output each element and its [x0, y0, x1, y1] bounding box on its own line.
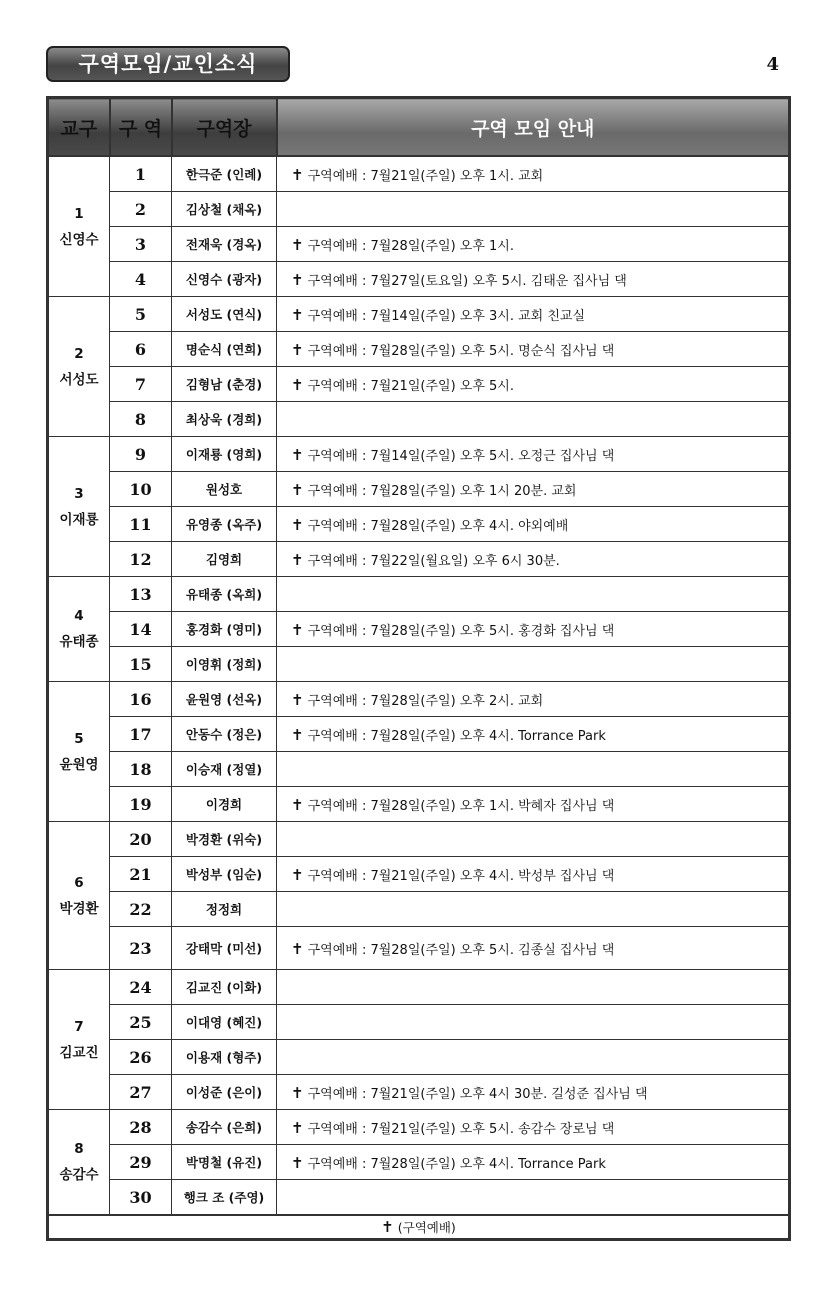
- cross-icon: ✝: [291, 375, 304, 394]
- cell-info: [277, 262, 790, 297]
- district-number: 4: [74, 608, 84, 624]
- cell-leader: 명순식 (연희): [172, 332, 277, 367]
- table-row: [48, 227, 790, 262]
- cell-info: [277, 1040, 790, 1075]
- district-number: 5: [74, 730, 84, 747]
- table-row: [48, 787, 790, 822]
- cell-number: 9: [110, 437, 172, 472]
- cell-leader: 이경희: [172, 787, 277, 822]
- cell-leader: 유영종 (옥주): [172, 507, 277, 542]
- cell-number: 3: [110, 227, 172, 262]
- cell-number: 14: [110, 612, 172, 647]
- district-leader: 박경환: [59, 900, 99, 917]
- cell-info: [277, 717, 790, 752]
- cell-number: 17: [110, 717, 172, 752]
- cell-info: [277, 367, 790, 402]
- cross-icon: ✝: [291, 725, 304, 744]
- header-info: 구역 모임 안내: [277, 98, 790, 157]
- cell-leader: 유태종 (옥희): [172, 577, 277, 612]
- cell-leader: 서성도 (연식): [172, 297, 277, 332]
- meeting-info-text: 구역예배 : 7월28일(주일) 오후 4시. 야외예배: [307, 518, 569, 534]
- cell-leader: 윤원영 (선옥): [172, 682, 277, 717]
- cross-icon: ✝: [291, 550, 304, 569]
- cell-info: [277, 787, 790, 822]
- meeting-info-text: 구역예배 : 7월28일(주일) 오후 1시 20분. 교회: [307, 483, 577, 499]
- table-row: [48, 1005, 790, 1040]
- cell-number: 16: [110, 682, 172, 717]
- cell-number: 23: [110, 927, 172, 970]
- cell-number: 27: [110, 1075, 172, 1110]
- table-row: [48, 1145, 790, 1180]
- cell-info: [277, 507, 790, 542]
- cross-icon: ✝: [291, 515, 304, 534]
- cross-icon: ✝: [291, 270, 304, 289]
- cell-leader: 김상철 (채옥): [172, 192, 277, 227]
- district-cell: [48, 156, 110, 297]
- cell-leader: 이용재 (형주): [172, 1040, 277, 1075]
- meeting-info-text: 구역예배 : 7월28일(주일) 오후 1시. 박혜자 집사님 댁: [307, 798, 615, 814]
- table-row: [48, 612, 790, 647]
- cell-leader: 송감수 (은희): [172, 1110, 277, 1145]
- cell-leader: 행크 조 (주영): [172, 1180, 277, 1216]
- table-row: [48, 472, 790, 507]
- header-cell: 구 역: [110, 98, 172, 157]
- cell-number: 7: [110, 367, 172, 402]
- cell-number: 8: [110, 402, 172, 437]
- meeting-info-text: 구역예배 : 7월28일(주일) 오후 5시. 김종실 집사님 댁: [307, 942, 615, 958]
- meeting-info-text: 구역예배 : 7월21일(주일) 오후 4시 30분. 길성준 집사님 댁: [307, 1086, 648, 1102]
- table-row: [48, 857, 790, 892]
- meeting-info-text: 구역예배 : 7월14일(주일) 오후 3시. 교회 친교실: [307, 308, 586, 324]
- district-table: [46, 96, 791, 1241]
- table-row: [48, 156, 790, 192]
- district-cell: [48, 1110, 110, 1216]
- cell-info: [277, 542, 790, 577]
- meeting-info-text: 구역예배 : 7월21일(주일) 오후 4시. 박성부 집사님 댁: [307, 868, 615, 884]
- meeting-info-text: 구역예배 : 7월28일(주일) 오후 5시. 명순식 집사님 댁: [307, 343, 615, 359]
- cross-icon: ✝: [381, 1218, 394, 1236]
- meeting-info-text: 구역예배 : 7월27일(토요일) 오후 5시. 김태운 집사님 댁: [307, 273, 627, 289]
- header-district: 교구: [48, 98, 110, 157]
- cross-icon: ✝: [291, 865, 304, 884]
- cross-icon: ✝: [291, 165, 304, 184]
- cell-number: 25: [110, 1005, 172, 1040]
- table-row: [48, 577, 790, 612]
- table-row: [48, 507, 790, 542]
- meeting-info-text: 구역예배 : 7월21일(주일) 오후 5시.: [307, 378, 514, 394]
- cross-icon: ✝: [291, 1118, 304, 1137]
- table-row: [48, 437, 790, 472]
- cell-number: 13: [110, 577, 172, 612]
- cell-number: 30: [110, 1180, 172, 1216]
- cell-info: [277, 1145, 790, 1180]
- cell-number: 5: [110, 297, 172, 332]
- table-row: [48, 752, 790, 787]
- cross-icon: ✝: [291, 480, 304, 499]
- cell-number: 18: [110, 752, 172, 787]
- cross-icon: ✝: [291, 690, 304, 709]
- cell-info: [277, 192, 790, 227]
- meeting-info-text: 구역예배 : 7월21일(주일) 오후 1시. 교회: [307, 168, 544, 184]
- district-number: 2: [74, 345, 84, 362]
- table-row: [48, 647, 790, 682]
- footer-legend: [48, 1215, 790, 1240]
- cell-info: [277, 970, 790, 1005]
- cell-number: 20: [110, 822, 172, 857]
- cell-leader: 김영희: [172, 542, 277, 577]
- cell-number: 11: [110, 507, 172, 542]
- cell-leader: 박경환 (위숙): [172, 822, 277, 857]
- cell-number: 19: [110, 787, 172, 822]
- cell-leader: 김형남 (춘경): [172, 367, 277, 402]
- table-row: [48, 1110, 790, 1145]
- cell-number: 24: [110, 970, 172, 1005]
- cell-number: 26: [110, 1040, 172, 1075]
- table-row: [48, 367, 790, 402]
- table-row: [48, 542, 790, 577]
- cell-leader: 이승재 (정열): [172, 752, 277, 787]
- cell-number: 12: [110, 542, 172, 577]
- meeting-info-text: 구역예배 : 7월28일(주일) 오후 2시. 교회: [307, 693, 544, 709]
- district-leader: 윤원영: [59, 756, 99, 773]
- cell-number: 15: [110, 647, 172, 682]
- table-row: [48, 717, 790, 752]
- cell-leader: 신영수 (광자): [172, 262, 277, 297]
- cell-leader: 이재룡 (영희): [172, 437, 277, 472]
- table-row: [48, 1075, 790, 1110]
- cell-leader: 전재욱 (경옥): [172, 227, 277, 262]
- page-number: 4: [766, 54, 779, 75]
- cross-icon: ✝: [291, 620, 304, 639]
- cell-number: 4: [110, 262, 172, 297]
- cell-number: 1: [110, 156, 172, 192]
- cell-leader: 한극준 (인례): [172, 156, 277, 192]
- meeting-info-text: 구역예배 : 7월28일(주일) 오후 1시.: [307, 238, 514, 254]
- cell-leader: 이성준 (은이): [172, 1075, 277, 1110]
- district-leader: 서성도: [59, 371, 99, 388]
- cross-icon: ✝: [291, 340, 304, 359]
- district-leader: 이재룡: [59, 511, 99, 528]
- district-leader: 김교진: [59, 1044, 99, 1061]
- district-cell: [48, 822, 110, 970]
- cell-leader: 박성부 (임순): [172, 857, 277, 892]
- table-row: [48, 262, 790, 297]
- district-cell: [48, 682, 110, 822]
- cell-leader: 강태막 (미선): [172, 927, 277, 970]
- district-number: 7: [74, 1018, 84, 1035]
- table-row: [48, 297, 790, 332]
- meeting-info-text: 구역예배 : 7월28일(주일) 오후 4시. Torrance Park: [307, 1156, 606, 1172]
- district-number: 1: [74, 205, 84, 222]
- table-row: [48, 892, 790, 927]
- table-row: [48, 402, 790, 437]
- district-cell: [48, 970, 110, 1110]
- district-cell: [48, 437, 110, 577]
- cell-leader: 이대영 (혜진): [172, 1005, 277, 1040]
- table-row: [48, 970, 790, 1005]
- cell-leader: 홍경화 (영미): [172, 612, 277, 647]
- meeting-info-text: 구역예배 : 7월14일(주일) 오후 5시. 오정근 집사님 댁: [307, 448, 615, 464]
- cross-icon: ✝: [291, 1153, 304, 1172]
- cell-info: [277, 612, 790, 647]
- cell-leader: 원성호: [172, 472, 277, 507]
- cell-number: 10: [110, 472, 172, 507]
- table-row: [48, 332, 790, 367]
- header-leader: 구역장: [172, 98, 277, 157]
- cell-number: 22: [110, 892, 172, 927]
- cell-info: [277, 227, 790, 262]
- cell-info: [277, 156, 790, 192]
- cell-number: 28: [110, 1110, 172, 1145]
- cell-number: 21: [110, 857, 172, 892]
- cross-icon: ✝: [291, 1083, 304, 1102]
- cell-info: [277, 857, 790, 892]
- page-title: 구역모임/교인소식: [46, 46, 290, 82]
- cell-info: [277, 577, 790, 612]
- cell-info: [277, 822, 790, 857]
- district-number: 3: [74, 485, 84, 502]
- cell-info: [277, 1005, 790, 1040]
- cell-info: [277, 1110, 790, 1145]
- cell-info: [277, 1075, 790, 1110]
- table-row: [48, 1040, 790, 1075]
- table-row: [48, 1180, 790, 1216]
- district-leader: 유태종: [59, 634, 99, 650]
- table-row: [48, 682, 790, 717]
- cell-number: 6: [110, 332, 172, 367]
- cell-number: 2: [110, 192, 172, 227]
- table-row: [48, 822, 790, 857]
- district-leader: 송감수: [59, 1167, 99, 1183]
- table-body: [48, 156, 790, 1215]
- cell-info: [277, 472, 790, 507]
- cell-info: [277, 332, 790, 367]
- cross-icon: ✝: [291, 305, 304, 324]
- cell-leader: 정정희: [172, 892, 277, 927]
- meeting-info-text: 구역예배 : 7월28일(주일) 오후 4시. Torrance Park: [307, 728, 606, 744]
- cell-leader: 이영휘 (정희): [172, 647, 277, 682]
- cell-info: [277, 437, 790, 472]
- cell-info: [277, 402, 790, 437]
- cell-leader: 박명철 (유진): [172, 1145, 277, 1180]
- cross-icon: ✝: [291, 939, 304, 958]
- cell-leader: 최상욱 (경희): [172, 402, 277, 437]
- meeting-info-text: 구역예배 : 7월21일(주일) 오후 5시. 송감수 장로님 댁: [307, 1121, 615, 1137]
- table-row: [48, 927, 790, 970]
- cross-icon: ✝: [291, 445, 304, 464]
- cell-leader: 안동수 (정은): [172, 717, 277, 752]
- cell-leader: 김교진 (이화): [172, 970, 277, 1005]
- meeting-info-text: 구역예배 : 7월28일(주일) 오후 5시. 홍경화 집사님 댁: [307, 623, 615, 639]
- footer-legend-text: (구역예배): [397, 1220, 456, 1235]
- district-leader: 신영수: [59, 231, 99, 248]
- cell-info: [277, 647, 790, 682]
- meeting-info-text: 구역예배 : 7월22일(월요일) 오후 6시 30분.: [307, 553, 560, 569]
- district-cell: [48, 297, 110, 437]
- cross-icon: ✝: [291, 235, 304, 254]
- cell-info: [277, 927, 790, 970]
- district-cell: [48, 577, 110, 682]
- cell-number: 29: [110, 1145, 172, 1180]
- cross-icon: ✝: [291, 795, 304, 814]
- table-header-row: [48, 98, 790, 157]
- district-table-container: [46, 96, 788, 1241]
- district-number: 6: [74, 874, 84, 891]
- cell-info: [277, 752, 790, 787]
- cell-info: [277, 1180, 790, 1216]
- cell-info: [277, 892, 790, 927]
- cell-info: [277, 682, 790, 717]
- table-footer-row: [48, 1215, 790, 1240]
- cell-info: [277, 297, 790, 332]
- district-number: 8: [74, 1141, 84, 1157]
- table-row: [48, 192, 790, 227]
